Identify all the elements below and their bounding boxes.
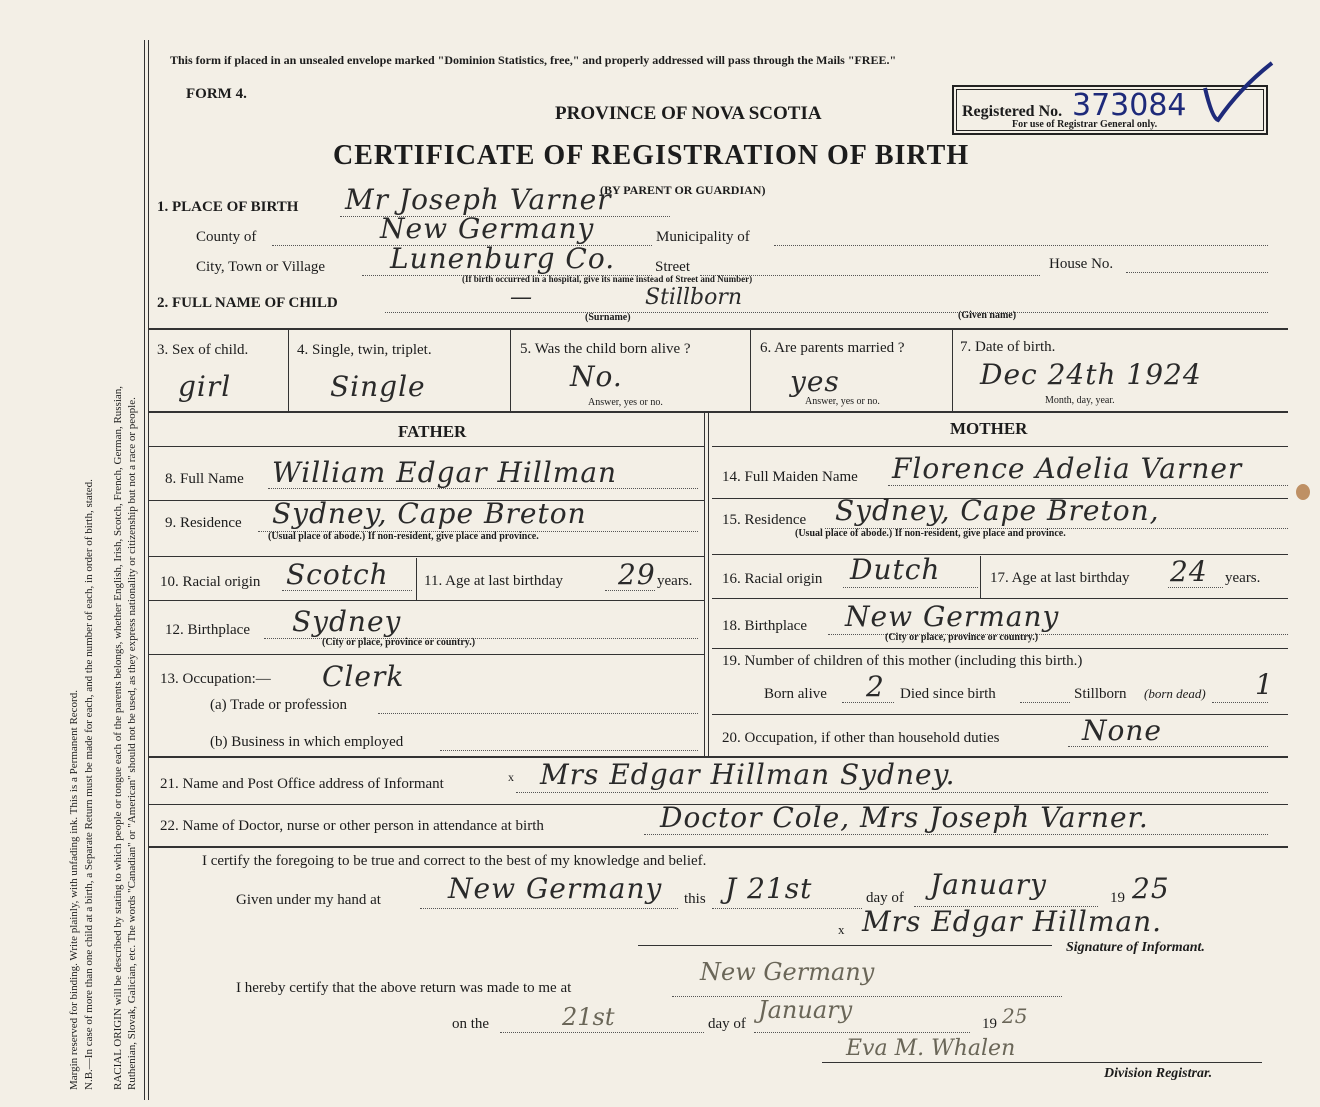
father-racial-value: Scotch (286, 558, 389, 591)
father-heading: FATHER (398, 422, 467, 441)
certify-statement: I certify the foregoing to be true and correct to the best of my knowledge and belief. (202, 853, 707, 869)
column-divider (704, 413, 705, 756)
surname-caption: (Surname) (585, 312, 631, 323)
parents-married-label: 6. Are parents married ? (760, 340, 905, 356)
mother-birthplace-caption: (City or place, province or country.) (885, 632, 1039, 643)
municipality-label: Municipality of (656, 229, 750, 245)
mother-name-label: 14. Full Maiden Name (722, 469, 858, 485)
father-occupation-label: 13. Occupation:— (160, 671, 271, 687)
given-name-caption: (Given name) (958, 310, 1017, 321)
check-mark-icon (1200, 58, 1280, 128)
informant-label: 21. Name and Post Office address of Informant (160, 776, 444, 792)
mother-residence-label: 15. Residence (722, 512, 807, 528)
certificate-subtitle: (BY PARENT OR GUARDIAN) (600, 183, 766, 197)
born-alive-label: Born alive (764, 686, 827, 702)
stillborn-value: 1 (1255, 668, 1274, 701)
father-birthplace-caption: (City or place, province or country.) (322, 637, 476, 648)
ink-stain (1296, 484, 1310, 500)
province-title: PROVINCE OF NOVA SCOTIA (555, 103, 822, 124)
place-of-birth-label: 1. PLACE OF BIRTH (157, 199, 299, 215)
father-birthplace-value: Sydney (292, 605, 402, 638)
child-given-value: Stillborn (645, 285, 743, 310)
dob-caption: Month, day, year. (1045, 395, 1115, 406)
mother-residence-value: Sydney, Cape Breton, (835, 494, 1160, 527)
margin-note-racial: RACIAL ORIGIN will be described by stating to which people or tongue each of the parents belongs, whether English, Irish, Scotch, French, German, Russian, (112, 385, 124, 1090)
given-year-value: 25 (1132, 872, 1170, 905)
mail-notice: This form if placed in an unsealed envelope marked "Dominion Statistics, free," and properly addressed will pass through the Mails "FREE." (170, 53, 897, 67)
dob-value: Dec 24th 1924 (980, 358, 1202, 391)
given-day-of-label: day of (866, 890, 904, 906)
born-dead-note: (born dead) (1144, 686, 1206, 701)
child-name-label: 2. FULL NAME OF CHILD (157, 295, 338, 311)
father-racial-label: 10. Racial origin (160, 574, 261, 590)
sex-label: 3. Sex of child. (157, 342, 249, 358)
mother-name-value: Florence Adelia Varner (892, 452, 1243, 485)
father-age-value: 29 (618, 558, 656, 591)
given-day-value: J 21st (725, 872, 813, 905)
certificate-title: CERTIFICATE OF REGISTRATION OF BIRTH (333, 140, 970, 171)
house-no-label: House No. (1049, 256, 1114, 272)
informant-value: Mrs Edgar Hillman Sydney. (540, 758, 956, 791)
signature-caption: Signature of Informant. (1066, 940, 1205, 955)
place-of-birth-value: Mr Joseph Varner (345, 183, 612, 216)
mother-age-value: 24 (1170, 555, 1208, 588)
mother-racial-value: Dutch (850, 553, 941, 586)
child-surname-value: — (510, 285, 532, 310)
given-month-value: January (930, 868, 1047, 901)
registered-label: Registered No. (962, 103, 1063, 120)
father-residence-value: Sydney, Cape Breton (272, 497, 587, 530)
given-place-value: New Germany (448, 872, 663, 905)
plurality-label: 4. Single, twin, triplet. (297, 342, 432, 358)
father-business-label: (b) Business in which employed (210, 734, 404, 750)
signature-mark: x (838, 922, 845, 937)
married-caption: Answer, yes or no. (805, 396, 880, 407)
registrar-statement: I hereby certify that the above return was made to me at (236, 980, 572, 996)
father-name-value: William Edgar Hillman (272, 456, 618, 489)
father-trade-label: (a) Trade or profession (210, 697, 348, 713)
city-value: Lunenburg Co. (390, 242, 616, 275)
born-alive-q-value: No. (570, 360, 623, 393)
registrar-year-value: 25 (1002, 1004, 1028, 1028)
given-under-label: Given under my hand at (236, 892, 381, 908)
registrar-day-value: 21st (562, 1003, 615, 1031)
registrar-note: For use of Registrar General only. (1012, 119, 1158, 130)
city-label: City, Town or Village (196, 259, 326, 275)
margin-note-nb: N.B.—In case of more than one child at a birth, a Separate Return must be made for each, and the number of each, in order of birth, stated. (83, 479, 95, 1090)
registrar-signature: Eva M. Whalen (846, 1036, 1016, 1061)
on-the-label: on the (452, 1016, 490, 1032)
mother-age-label: 17. Age at last birthday (990, 570, 1130, 586)
mother-birthplace-value: New Germany (845, 600, 1060, 633)
father-residence-caption: (Usual place of abode.) If non-resident, give place and province. (268, 531, 539, 542)
born-alive-value: 2 (866, 670, 885, 703)
hospital-note: (If birth occurred in a hospital, give its name instead of Street and Number) (462, 274, 753, 284)
dob-label: 7. Date of birth. (960, 339, 1056, 355)
registrar-year-prefix: 19 (982, 1016, 997, 1032)
county-label: County of (196, 229, 257, 245)
father-residence-label: 9. Residence (165, 515, 242, 531)
registrar-day-of-label: day of (708, 1016, 746, 1032)
mother-age-years: years. (1225, 570, 1261, 586)
parents-married-value: yes (790, 365, 840, 398)
this-label: this (684, 891, 706, 907)
informant-signature: Mrs Edgar Hillman. (862, 905, 1163, 938)
mother-occupation-value: None (1082, 714, 1162, 747)
alive-caption: Answer, yes or no. (588, 397, 663, 408)
children-count-label: 19. Number of children of this mother (including this birth.) (722, 653, 1083, 669)
mother-racial-label: 16. Racial origin (722, 571, 823, 587)
father-occupation-value: Clerk (322, 660, 405, 693)
sex-value: girl (178, 370, 232, 403)
doctor-label: 22. Name of Doctor, nurse or other person in attendance at birth (160, 818, 544, 834)
form-left-border (144, 40, 145, 1100)
mother-birthplace-label: 18. Birthplace (722, 618, 807, 634)
stillborn-label: Stillborn (1074, 686, 1127, 702)
form-left-border-2 (148, 40, 149, 1100)
father-name-label: 8. Full Name (165, 471, 244, 487)
mother-heading: MOTHER (950, 419, 1028, 438)
died-since-birth-label: Died since birth (900, 686, 996, 702)
registrar-month-value: January (758, 996, 853, 1024)
margin-note-binding: Margin reserved for binding. Write plainly, with unfading ink. This is a Permanent Record. (68, 690, 80, 1090)
born-alive-q-label: 5. Was the child born alive ? (520, 341, 691, 357)
mother-residence-caption: (Usual place of abode.) If non-resident, give place and province. (795, 528, 1066, 539)
division-registrar-caption: Division Registrar. (1104, 1066, 1213, 1081)
street-label: Street (655, 259, 690, 275)
plurality-value: Single (330, 370, 426, 403)
doctor-value: Doctor Cole, Mrs Joseph Varner. (660, 801, 1149, 834)
father-age-label: 11. Age at last birthday (424, 573, 563, 589)
father-age-years: years. (657, 573, 693, 589)
given-year-prefix: 19 (1110, 890, 1125, 906)
father-birthplace-label: 12. Birthplace (165, 622, 250, 638)
county-value: New Germany (380, 212, 595, 245)
mother-occupation-label: 20. Occupation, if other than household duties (722, 730, 1000, 746)
informant-mark: x (508, 770, 514, 784)
form-number: FORM 4. (186, 86, 247, 102)
registered-number: 373084 (1072, 88, 1187, 123)
margin-note-racial-2: Ruthenian, Slovak, Galician, etc. The words "Canadian" or "American" should not be used, as they express nationality or citizenship but not a race or people. (126, 397, 138, 1090)
registrar-place-value: New Germany (700, 958, 875, 986)
